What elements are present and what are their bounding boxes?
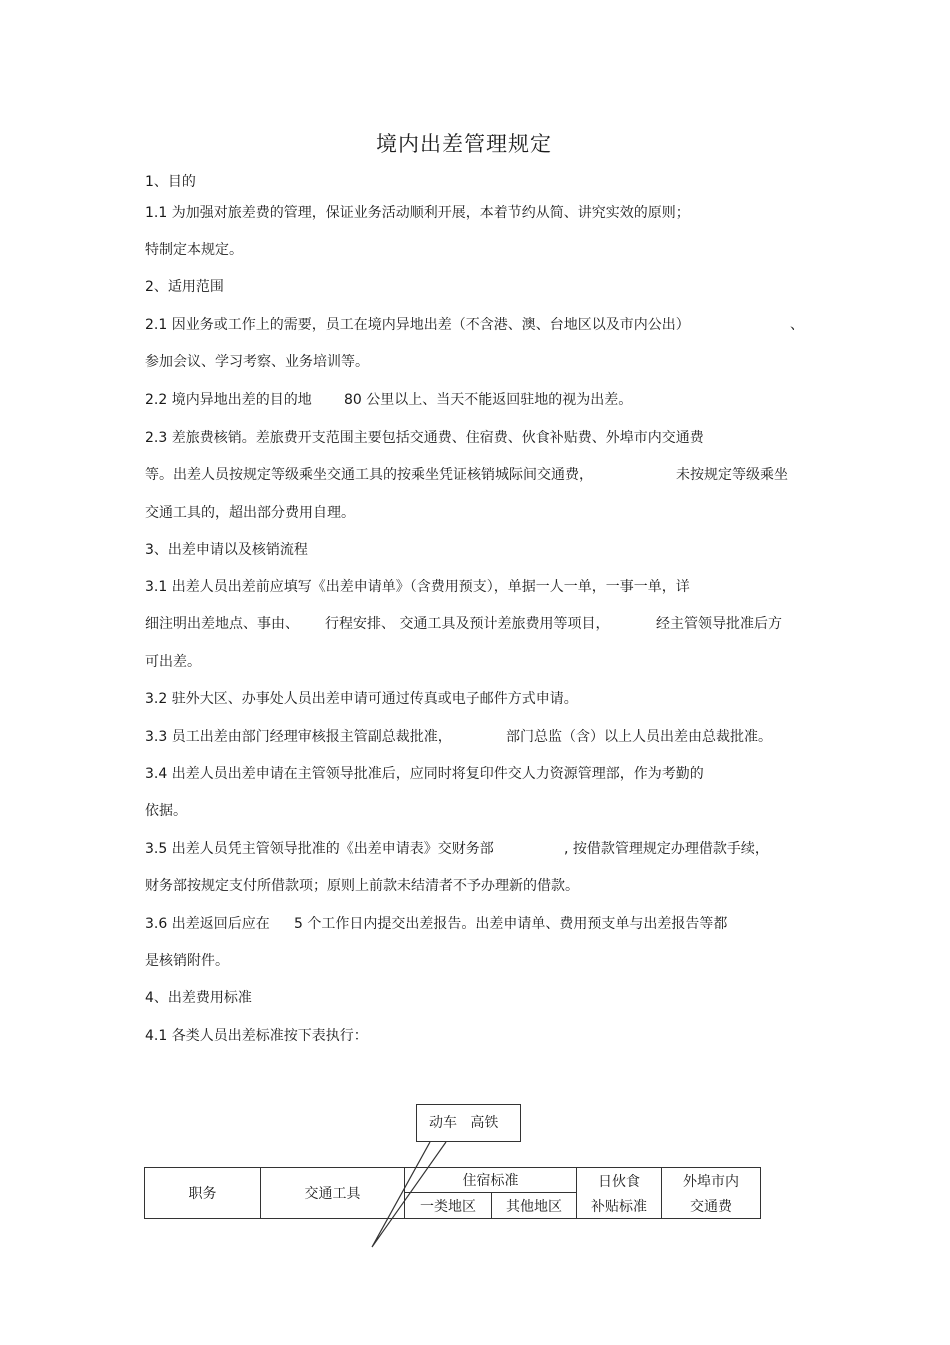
section-heading-2: 2、适用范围 xyxy=(145,279,224,295)
callout-text: 动车 高铁 xyxy=(429,1115,499,1131)
paragraph-3-5-cont: 财务部按规定支付所借款项；原则上前款未结清者不予办理新的借款。 xyxy=(145,878,579,894)
paragraph-2-3-cont-tail: 未按规定等级乘坐 xyxy=(676,467,788,483)
section-heading-4: 4、出差费用标准 xyxy=(145,990,252,1006)
paragraph-3-6-start: 3.6 出差返回后应在 xyxy=(145,916,270,932)
header-local-transport-line2: 交通费 xyxy=(690,1198,732,1215)
paragraph-3-1: 3.1 出差人员出差前应填写《出差申请单》（含费用预支），单据一人一单，一事一单，详 xyxy=(145,579,690,595)
paragraph-3-6-end: 5 个工作日内提交出差报告。出差申请单、费用预支单与出差报告等都 xyxy=(294,916,728,932)
paragraph-2-1-cont: 参加会议、学习考察、业务培训等。 xyxy=(145,354,369,370)
section-heading-1: 1、目的 xyxy=(145,174,196,190)
paragraph-3-2: 3.2 驻外大区、办事处人员出差申请可通过传真或电子邮件方式申请。 xyxy=(145,691,578,707)
paragraph-3-5-end: , 按借款管理规定办理借款手续， xyxy=(564,841,769,857)
paragraph-3-1-cont-a: 细注明出差地点、事由、 xyxy=(145,616,299,632)
paragraph-2-3-cont: 等。出差人员按规定等级乘坐交通工具的按乘坐凭证核销城际间交通费， xyxy=(145,467,593,483)
paragraph-3-4: 3.4 出差人员出差申请在主管领导批准后，应同时将复印件交人力资源管理部，作为考勤的 xyxy=(145,766,704,782)
paragraph-3-1-cont-c: 经主管领导批准后方 xyxy=(656,616,782,632)
header-transport: 交通工具 xyxy=(304,1186,361,1202)
header-local-transport-line1: 外埠市内 xyxy=(683,1173,739,1190)
header-lodging-tier1: 一类地区 xyxy=(420,1198,476,1215)
paragraph-2-3-end: 交通工具的，超出部分费用自理。 xyxy=(145,505,355,521)
header-lodging: 住宿标准 xyxy=(462,1173,519,1189)
callout-box xyxy=(416,1104,521,1142)
paragraph-4-1: 4.1 各类人员出差标准按下表执行： xyxy=(145,1028,368,1044)
paragraph-3-1-end: 可出差。 xyxy=(145,654,201,670)
header-meal-line1: 日伙食 xyxy=(598,1173,640,1190)
paragraph-3-6-cont: 是核销附件。 xyxy=(145,953,229,969)
paragraph-3-3-start: 3.3 员工出差由部门经理审核报主管副总裁批准， xyxy=(145,729,452,745)
paragraph-3-1-cont-b: 行程安排、 交通工具及预计差旅费用等项目， xyxy=(325,616,610,632)
document-title: 境内出差管理规定 xyxy=(376,132,552,156)
paragraph-3-3-end: 部门总监（含）以上人员出差由总裁批准。 xyxy=(506,729,772,745)
paragraph-2-3: 2.3 差旅费核销。差旅费开支范围主要包括交通费、住宿费、伙食补贴费、外埠市内交通费 xyxy=(145,430,704,446)
paragraph-3-5-start: 3.5 出差人员凭主管领导批准的《出差申请表》交财务部 xyxy=(145,841,494,857)
paragraph-3-4-cont: 依据。 xyxy=(145,803,187,819)
section-heading-3: 3、出差申请以及核销流程 xyxy=(145,542,308,558)
header-position: 职务 xyxy=(188,1186,217,1202)
header-meal-line2: 补贴标准 xyxy=(591,1198,647,1215)
paragraph-1-1-cont: 特制定本规定。 xyxy=(145,242,243,258)
paragraph-2-2-end: 80 公里以上、当天不能返回驻地的视为出差。 xyxy=(344,392,633,408)
paragraph-2-1-tail: 、 xyxy=(790,317,804,333)
header-lodging-other: 其他地区 xyxy=(506,1198,562,1215)
paragraph-2-2-start: 2.2 境内异地出差的目的地 xyxy=(145,392,312,408)
paragraph-2-1: 2.1 因业务或工作上的需要，员工在境内异地出差（不含港、澳、台地区以及市内公出） xyxy=(145,317,690,333)
paragraph-1-1: 1.1 为加强对旅差费的管理，保证业务活动顺利开展，本着节约从简、讲究实效的原则； xyxy=(145,205,690,221)
